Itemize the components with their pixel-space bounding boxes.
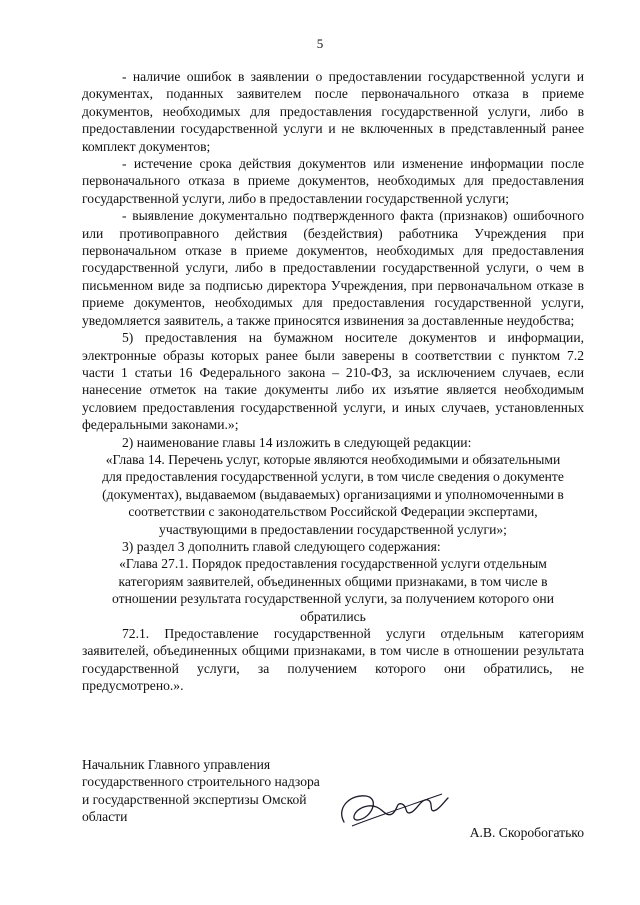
signer-name: А.В. Скоробогатько xyxy=(469,825,584,840)
paragraph-72-1: 72.1. Предоставление государственной услуги отдельным категориям заявителей, объединенных общими признаками, в том числе в отношении результата государственной услуги, за получением которого они обратились, не предусмотрено.». xyxy=(82,626,584,694)
paragraph-chapter-14-rename: 2) наименование главы 14 изложить в следующей редакции: xyxy=(122,434,472,450)
paragraph-erroneous-action: - выявление документально подтвержденного факта (признаков) ошибочного или противоправного действия (бездействия) работника Учреждения при первоначальном отказе в приеме документов, необходимых для предоставления государственной услуги, либо в предоставлении государственной услуги, о чем в письменном виде за подписью директора Учреждения, при первоначальном отказе в приеме документов, необходимых для предоставления государственной услуги, уведомляется заявитель, а также приносятся извинения за доставленные неудобства; xyxy=(82,208,584,328)
signer-position: Начальник Главного управления государственного строительного надзора и государственной экспертизы Омской области xyxy=(82,757,320,825)
handwritten-signature xyxy=(332,778,452,838)
paragraph-section-3-addition: 3) раздел 3 дополнить главой следующего содержания: xyxy=(122,538,441,554)
document-body xyxy=(82,68,584,695)
quote-chapter-27-1-title: «Глава 27.1. Порядок предоставления государственной услуги отдельным категориям заявителей, объединенных общими признаками, в том числе в отношении результата государственной услуги, за получением которого они обратились xyxy=(112,556,554,624)
paragraph-document-expiry: - истечение срока действия документов или изменение информации после первоначального отказа в приеме документов, необходимых для предоставления государственной услуги, либо в предоставлении государственной услуги; xyxy=(82,156,584,206)
page-number: 5 xyxy=(316,36,324,51)
quote-chapter-14-title: «Глава 14. Перечень услуг, которые являются необходимыми и обязательными для предоставления государственной услуги, в том числе сведения о документе (документах), выдаваемом (выдаваемых) организациями и уполномоченными в соответствии с законодательством Российской Федерации экспертами, участвующими в предоставлении государственной услуги»; xyxy=(102,451,564,537)
signature-block xyxy=(82,756,584,846)
paragraph-paper-documents: 5) предоставления на бумажном носителе документов и информации, электронные образы которых ранее были заверены в соответствии с пунктом 7.2 части 1 статьи 16 Федерального закона – 210-ФЗ, за исключением случаев, если нанесение отметок на такие документы либо их изъятие является необходимым условием предоставления государственной услуги, и иных случаев, установленных федеральными законами.»; xyxy=(82,330,584,433)
paragraph-errors-in-application: - наличие ошибок в заявлении о предоставлении государственной услуги и документах, поданных заявителем после первоначального отказа в приеме документов, необходимых для предоставления государственной услуги, либо в предоставлении государственной услуги и не включенных в представленный ранее комплект документов; xyxy=(82,69,584,154)
